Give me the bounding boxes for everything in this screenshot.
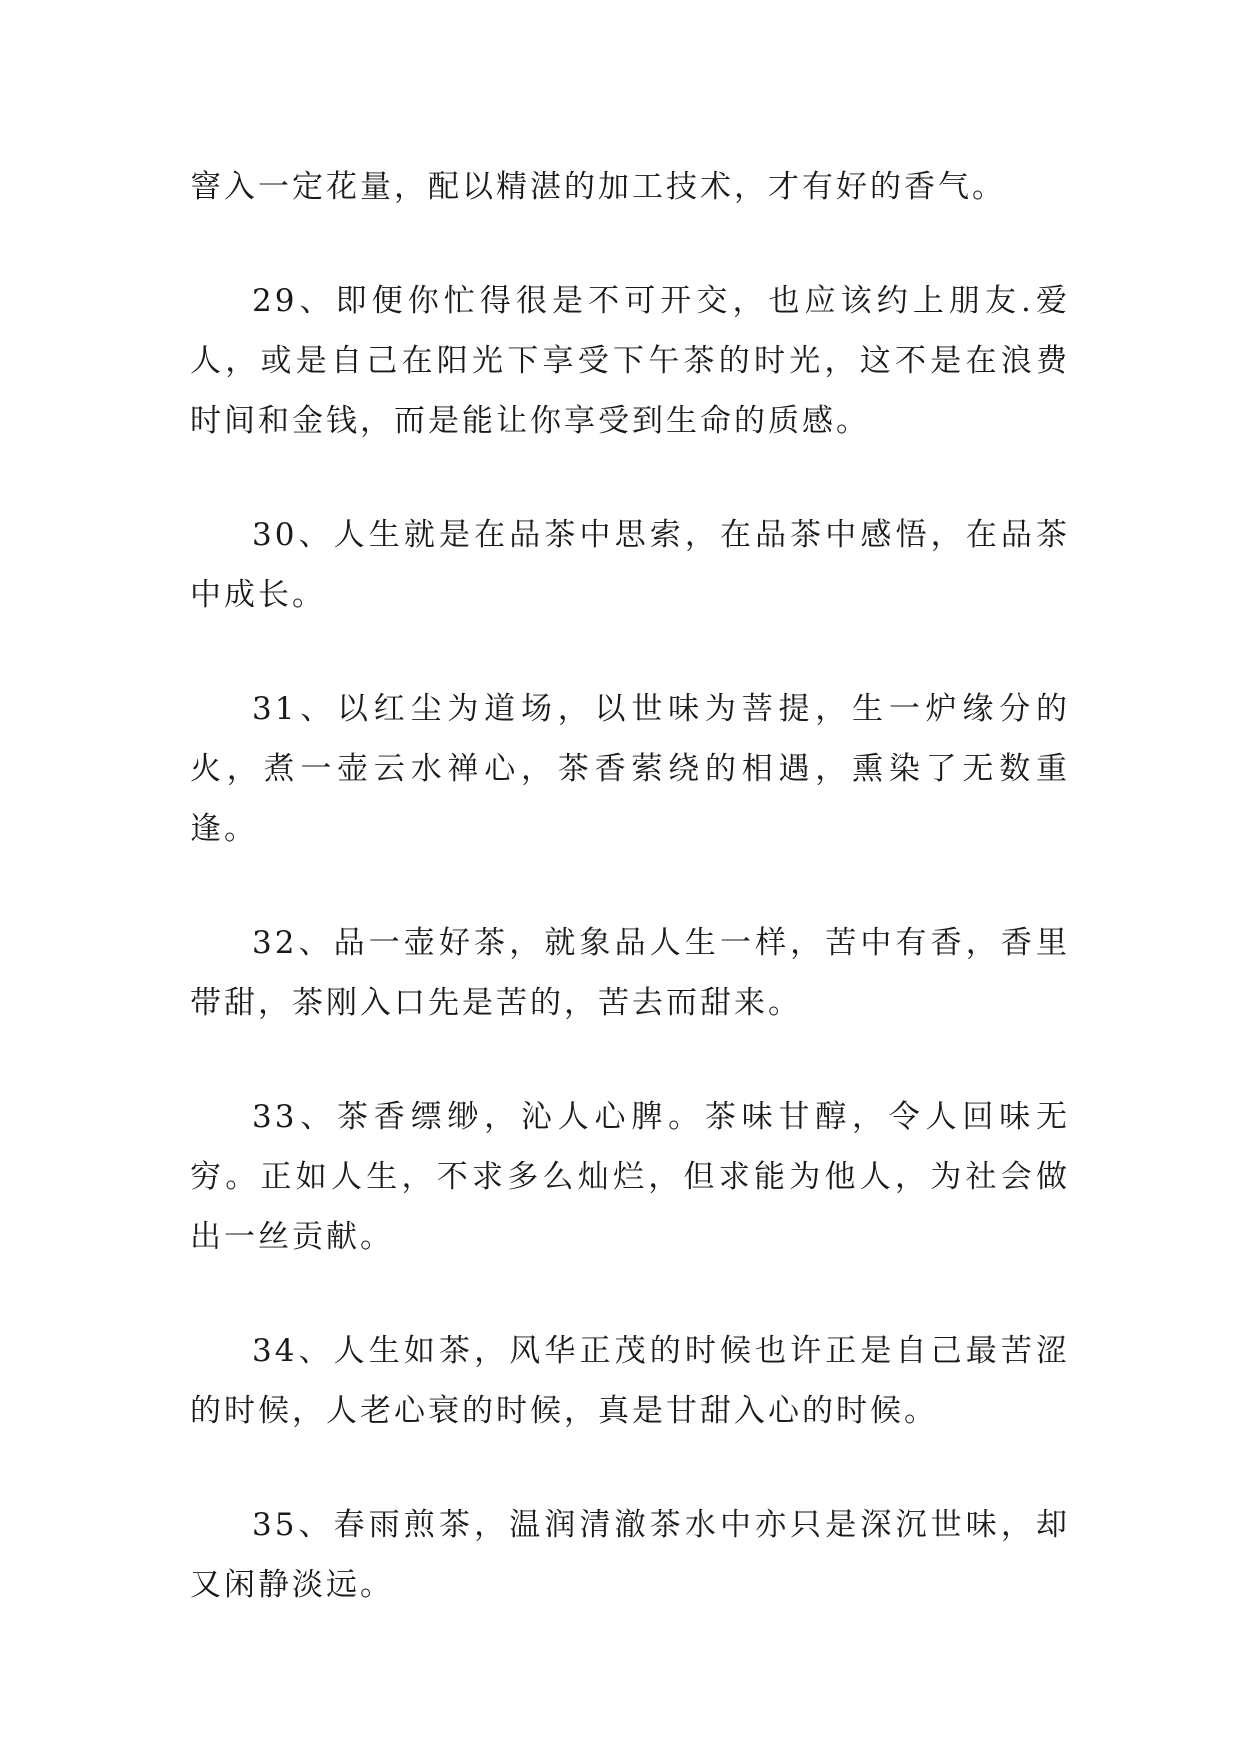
- paragraph-34: 34、人生如茶，风华正茂的时候也许正是自己最苦涩的时候，人老心衰的时候，真是甘甜入心的时候。: [190, 1333, 1070, 1429]
- paragraph-30: 30、人生就是在品茶中思索，在品茶中感悟，在品茶中成长。: [190, 517, 1070, 613]
- paragraph-31: 31、以红尘为道场，以世味为菩提，生一炉缘分的火，煮一壶云水禅心，茶香萦绕的相遇，熏染了无数重逢。: [190, 691, 1070, 847]
- text-body: [190, 157, 1070, 1615]
- paragraph-gap: [190, 1267, 1070, 1321]
- paragraph-gap: [190, 859, 1070, 913]
- paragraph-gap: [190, 1033, 1070, 1087]
- paragraph-gap: [190, 217, 1070, 271]
- paragraph-33: 33、茶香缥缈，沁人心脾。茶味甘醇，令人回味无穷。正如人生，不求多么灿烂，但求能为他人，为社会做出一丝贡献。: [190, 1099, 1070, 1255]
- paragraph-gap: [190, 451, 1070, 505]
- paragraph-gap: [190, 625, 1070, 679]
- paragraph-continuation: 窨入一定花量，配以精湛的加工技术，才有好的香气。: [190, 169, 1006, 205]
- paragraph-29: 29、即便你忙得很是不可开交，也应该约上朋友.爱人，或是自己在阳光下享受下午茶的时光，这不是在浪费时间和金钱，而是能让你享受到生命的质感。: [190, 283, 1070, 439]
- paragraph-gap: [190, 1441, 1070, 1495]
- paragraph-32: 32、品一壶好茶，就象品人生一样，苦中有香，香里带甜，茶刚入口先是苦的，苦去而甜来。: [190, 925, 1070, 1021]
- paragraph-35: 35、春雨煎茶，温润清澈茶水中亦只是深沉世味，却又闲静淡远。: [190, 1507, 1070, 1603]
